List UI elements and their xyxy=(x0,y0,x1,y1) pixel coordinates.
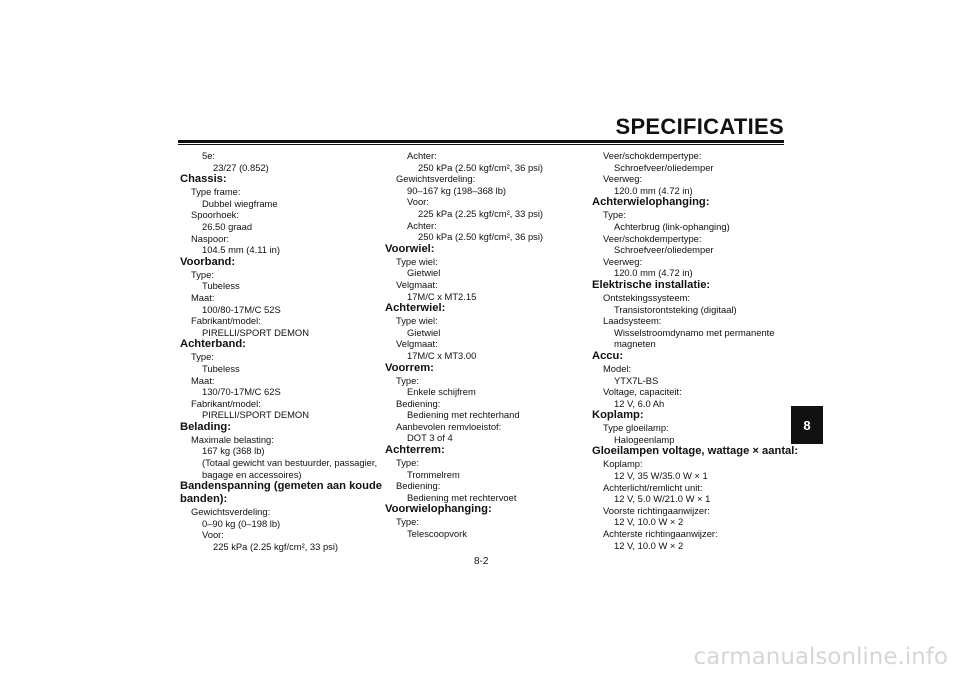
section-heading: Voorband: xyxy=(180,255,236,268)
spec-value: Bediening met rechterhand xyxy=(407,409,520,421)
spec-value: PIRELLI/SPORT DEMON xyxy=(202,409,309,421)
spec-value: 12 V, 10.0 W × 2 xyxy=(614,539,684,551)
spec-label: Gewichtsverdeling: xyxy=(191,506,271,518)
spec-label: Veerweg: xyxy=(603,173,643,185)
spec-value: 12 V, 35 W/35.0 W × 1 xyxy=(614,470,708,482)
spec-label: Type gloeilamp: xyxy=(603,422,669,434)
spec-value: Enkele schijfrem xyxy=(407,386,476,398)
spec-value: Tubeless xyxy=(202,362,240,374)
spec-value: 130/70-17M/C 62S xyxy=(202,386,281,398)
spec-label: Type wiel: xyxy=(396,315,438,327)
spec-label: Veer/schokdempertype: xyxy=(603,150,702,161)
section-heading: Achterband: xyxy=(180,338,246,351)
spec-value: Schroefveer/oliedemper xyxy=(614,161,714,173)
spec-value: 100/80-17M/C 52S xyxy=(202,303,281,315)
spec-value: 12 V, 10.0 W × 2 xyxy=(614,516,684,528)
spec-value: 17M/C x MT3.00 xyxy=(407,349,477,361)
spec-value: Tubeless xyxy=(202,280,240,292)
spec-value: Wisselstroomdynamo met permanente xyxy=(614,326,775,338)
spec-value: Halogeenlamp xyxy=(614,433,675,445)
spec-column-2 xyxy=(385,150,585,540)
section-heading: Chassis: xyxy=(180,173,227,186)
spec-value: 120.0 mm (4.72 in) xyxy=(614,184,693,196)
spec-value: Gietwiel xyxy=(407,267,441,279)
spec-label: Type: xyxy=(396,457,419,469)
watermark: carmanualsonline.info xyxy=(693,644,948,670)
spec-label: Type: xyxy=(191,351,214,363)
spec-label: Velgmaat: xyxy=(396,338,438,350)
spec-label: Voltage, capaciteit: xyxy=(603,386,682,398)
spec-value: 104.5 mm (4.11 in) xyxy=(202,244,280,256)
spec-label: Type wiel: xyxy=(396,255,438,267)
spec-label: Fabrikant/model: xyxy=(191,315,261,327)
spec-value: 225 kPa (2.25 kgf/cm², 33 psi) xyxy=(213,541,339,553)
spec-value: 250 kPa (2.50 kgf/cm², 36 psi) xyxy=(418,161,544,173)
page-title: SPECIFICATIES xyxy=(615,114,784,139)
spec-label: Veer/schokdempertype: xyxy=(603,232,702,244)
spec-value: 120.0 mm (4.72 in) xyxy=(614,267,693,279)
section-heading: Koplamp: xyxy=(592,409,644,422)
spec-label: Bediening: xyxy=(396,480,441,492)
section-heading: Gloeilampen voltage, wattage × aantal: xyxy=(592,445,799,458)
spec-label: Velgmaat: xyxy=(396,278,438,290)
section-heading: Elektrische installatie: xyxy=(592,278,711,291)
spec-value: Dubbel wiegframe xyxy=(202,197,278,209)
spec-label: Type: xyxy=(191,268,214,280)
spec-value: 17M/C x MT2.15 xyxy=(407,290,477,302)
spec-label: Voorste richtingaanwijzer: xyxy=(603,504,710,516)
spec-label: Type frame: xyxy=(191,186,241,198)
section-tab: 8 xyxy=(791,406,823,444)
spec-label: Ontstekingssysteem: xyxy=(603,291,691,303)
spec-label: Maximale belasting: xyxy=(191,433,274,445)
spec-value: Voor: xyxy=(202,529,224,541)
spec-label: Maat: xyxy=(191,291,215,303)
spec-value: 23/27 (0.852) xyxy=(213,161,269,173)
spec-value: Telescoopvork xyxy=(407,528,467,540)
spec-value: 26.50 graad xyxy=(202,220,253,232)
spec-value: (Totaal gewicht van bestuurder, passagier, xyxy=(202,457,378,469)
spec-label: Bediening: xyxy=(396,397,441,409)
section-heading: banden): xyxy=(180,493,228,506)
spec-value: Transistorontsteking (digitaal) xyxy=(614,303,737,315)
spec-value: Voor: xyxy=(407,196,429,208)
spec-label: Type: xyxy=(396,374,419,386)
spec-value: magneten xyxy=(614,338,656,350)
spec-value: 250 kPa (2.50 kgf/cm², 36 psi) xyxy=(418,231,544,243)
spec-value: 5e: xyxy=(202,150,216,161)
spec-value: Bediening met rechtervoet xyxy=(407,491,517,503)
section-heading: Achterrem: xyxy=(385,444,445,457)
spec-label: Veerweg: xyxy=(603,255,643,267)
spec-value: Achter: xyxy=(407,150,437,161)
header-rule xyxy=(178,140,784,143)
spec-label: Type: xyxy=(396,516,419,528)
spec-label: Koplamp: xyxy=(603,458,643,470)
section-heading: Voorrem: xyxy=(385,361,434,374)
spec-label: Achterste richtingaanwijzer: xyxy=(603,528,718,540)
spec-value: 12 V, 6.0 Ah xyxy=(614,397,665,409)
spec-value: DOT 3 of 4 xyxy=(407,432,453,444)
section-heading: Bandenspanning (gemeten aan koude xyxy=(180,480,383,493)
page-number: 8-2 xyxy=(474,556,489,567)
spec-value: Trommelrem xyxy=(407,468,460,480)
spec-label: Model: xyxy=(603,362,632,374)
section-heading: Achterwielophanging: xyxy=(592,196,710,209)
spec-column-3 xyxy=(592,150,799,551)
section-heading: Achterwiel: xyxy=(385,302,446,315)
spec-label: Fabrikant/model: xyxy=(191,397,261,409)
spec-label: Maat: xyxy=(191,374,215,386)
spec-value: bagage en accessoires) xyxy=(202,468,302,480)
spec-value: PIRELLI/SPORT DEMON xyxy=(202,326,309,338)
spec-label: Naspoor: xyxy=(191,232,230,244)
spec-value: Achterbrug (link-ophanging) xyxy=(614,220,730,232)
spec-label: Type: xyxy=(603,209,626,221)
spec-value: Achter: xyxy=(407,219,437,231)
spec-label: Achterlicht/remlicht unit: xyxy=(603,481,703,493)
section-heading: Voorwielophanging: xyxy=(385,503,492,516)
section-heading: Belading: xyxy=(180,420,231,433)
header-rule-thin xyxy=(178,144,784,145)
spec-value: 225 kPa (2.25 kgf/cm², 33 psi) xyxy=(418,207,544,219)
spec-label: Spoorhoek: xyxy=(191,209,239,221)
spec-label: Gewichtsverdeling: xyxy=(396,173,476,185)
section-heading: Accu: xyxy=(592,349,624,362)
spec-column-1 xyxy=(180,150,383,553)
spec-value: YTX7L-BS xyxy=(614,374,659,386)
spec-value: 167 kg (368 lb) xyxy=(202,445,265,457)
spec-value: 12 V, 5.0 W/21.0 W × 1 xyxy=(614,493,711,505)
spec-value: Gietwiel xyxy=(407,326,441,338)
section-heading: Voorwiel: xyxy=(385,242,435,255)
spec-value: Schroefveer/oliedemper xyxy=(614,244,714,256)
spec-label: Aanbevolen remvloeistof: xyxy=(396,420,502,432)
spec-value: 0–90 kg (0–198 lb) xyxy=(202,517,281,529)
spec-label: Laadsysteem: xyxy=(603,315,662,327)
spec-value: 90–167 kg (198–368 lb) xyxy=(407,184,507,196)
